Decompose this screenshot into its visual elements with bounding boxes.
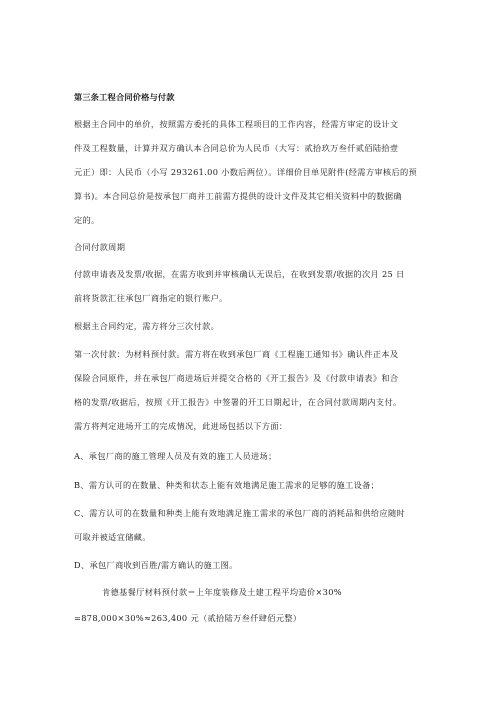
list-item-continued: 可取并被适宜储藏。 bbox=[74, 532, 151, 542]
paragraph-line: 保险合同原件，并在承包厂商进场后并提交合格的《开工报告》及《付款申请表》和合 bbox=[74, 373, 399, 383]
section-heading: 第三条工程合同价格与付款 bbox=[74, 92, 175, 102]
paragraph-line: 需方将判定进场开工的完成情况，此进场包括以下方面： bbox=[74, 421, 288, 431]
paragraph-line: 件及工程数量，计算并双方确认本合同总价为人民币（大写：贰拾玖万叁仟贰佰陆拾壹 bbox=[74, 143, 399, 153]
paragraph-line: 根据主合同约定，需方将分三次付款。 bbox=[74, 321, 220, 331]
formula-line: 肯德基餐厅材料预付款＝上年度装修及土建工程平均造价×30% bbox=[102, 587, 342, 597]
paragraph-line: 元正）即：人民币（小写 293261.00 小数后两位）。详细价目单见附件(经需方审核后的预 bbox=[74, 167, 418, 177]
paragraph-line: 格的发票/收据后，按照《开工报告》中签署的开工日期起计，在合同付款周期内支付。 bbox=[74, 397, 402, 407]
list-item: C、需方认可的在数量和种类上能有效地满足施工需求的承包厂商的消耗品和供给应随时 bbox=[74, 508, 406, 518]
list-item: A、承包厂商的施工管理人员及有效的施工人员进场； bbox=[74, 451, 277, 461]
paragraph-line: 第一次付款：为材料预付款。需方将在收到承包厂商《工程施工通知书》确认件正本及 bbox=[74, 349, 399, 359]
list-item: D、承包厂商收到百胜/需方确认的施工图。 bbox=[74, 560, 238, 570]
list-item: B、需方认可的在数量、种类和状态上能有效地满足施工需求的足够的施工设备； bbox=[74, 480, 380, 490]
paragraph-line: 付款申请表及发票/收据，在需方收到并审核确认无误后，在收到发票/收据的次月 25 日 bbox=[74, 269, 405, 279]
subheading-payment-cycle: 合同付款周期 bbox=[74, 242, 126, 252]
paragraph-line: 根据主合同中的单价，按照需方委托的具体工程项目的工作内容，经需方审定的设计文 bbox=[74, 119, 399, 129]
formula-result: =878,000×30%≈263,400 元（贰拾陆万叁仟肆佰元整） bbox=[74, 613, 302, 623]
paragraph-line: 算书)。本合同总价是按承包厂商并工前需方提供的设计文件及其它相关资料中的数据确 bbox=[74, 191, 402, 201]
paragraph-line: 前将货款汇往承包厂商指定的银行账户。 bbox=[74, 293, 228, 303]
paragraph-line: 定的。 bbox=[74, 215, 100, 225]
